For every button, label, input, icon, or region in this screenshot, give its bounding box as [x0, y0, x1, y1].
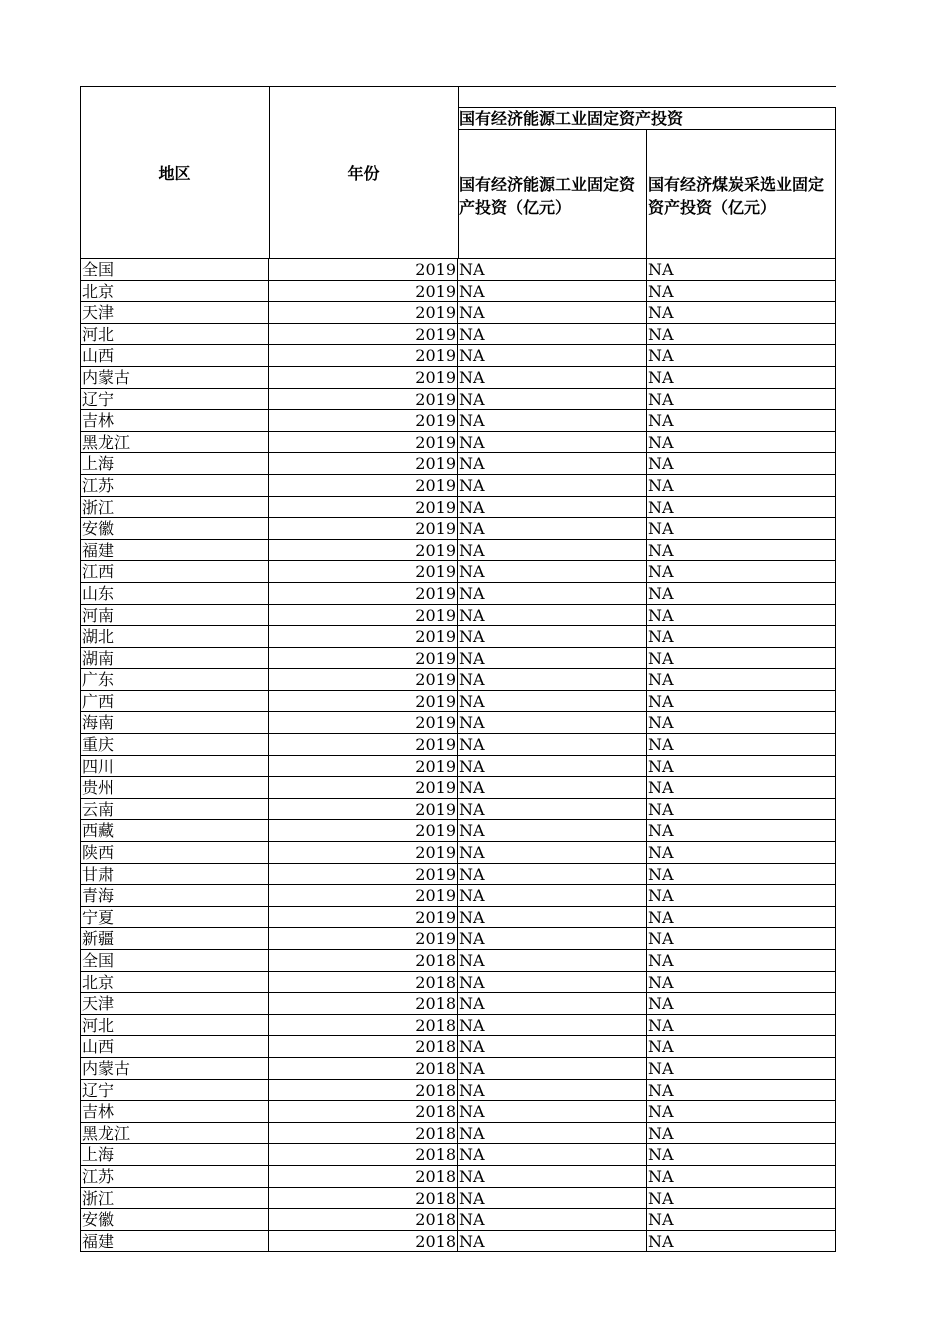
coal-investment-cell[interactable]: NA [647, 842, 836, 863]
region-cell[interactable]: 陕西 [80, 842, 269, 863]
coal-investment-cell[interactable]: NA [647, 518, 836, 539]
coal-investment-cell[interactable]: NA [647, 885, 836, 906]
coal-investment-cell[interactable]: NA [647, 302, 836, 323]
energy-investment-cell[interactable]: NA [458, 1166, 647, 1187]
energy-investment-cell[interactable]: NA [458, 648, 647, 669]
year-cell[interactable]: 2018 [269, 1144, 458, 1165]
region-cell[interactable]: 内蒙古 [80, 1058, 269, 1079]
energy-investment-cell[interactable]: NA [458, 1015, 647, 1036]
coal-investment-cell[interactable]: NA [647, 324, 836, 345]
coal-investment-cell[interactable]: NA [647, 820, 836, 841]
coal-investment-cell[interactable]: NA [647, 389, 836, 410]
region-cell[interactable]: 江西 [80, 561, 269, 582]
region-cell[interactable]: 四川 [80, 756, 269, 777]
table-row [80, 1166, 836, 1188]
table-row [80, 302, 836, 324]
energy-investment-cell[interactable]: NA [458, 712, 647, 733]
coal-investment-cell[interactable]: NA [647, 1209, 836, 1230]
table-row [80, 518, 836, 540]
coal-investment-cell[interactable]: NA [647, 1058, 836, 1079]
energy-investment-cell[interactable]: NA [458, 1101, 647, 1122]
coal-investment-cell[interactable]: NA [647, 1101, 836, 1122]
energy-investment-cell[interactable]: NA [458, 281, 647, 302]
table-row [80, 777, 836, 799]
year-cell[interactable]: 2019 [269, 281, 458, 302]
table-row [80, 756, 836, 778]
table-row [80, 1144, 836, 1166]
energy-investment-cell[interactable]: NA [458, 259, 647, 280]
year-cell[interactable]: 2018 [269, 950, 458, 971]
year-cell[interactable]: 2019 [269, 453, 458, 474]
region-cell[interactable]: 江苏 [80, 1166, 269, 1187]
region-cell[interactable]: 黑龙江 [80, 1123, 269, 1144]
table-row [80, 907, 836, 929]
energy-investment-cell[interactable]: NA [458, 518, 647, 539]
region-cell[interactable]: 全国 [80, 950, 269, 971]
year-cell[interactable]: 2019 [269, 907, 458, 928]
coal-investment-cell[interactable]: NA [647, 907, 836, 928]
region-cell[interactable]: 甘肃 [80, 864, 269, 885]
year-cell[interactable]: 2018 [269, 1209, 458, 1230]
coal-investment-cell[interactable]: NA [647, 626, 836, 647]
region-cell[interactable]: 吉林 [80, 1101, 269, 1122]
region-cell[interactable]: 安徽 [80, 1209, 269, 1230]
coal-investment-cell[interactable]: NA [647, 259, 836, 280]
region-cell[interactable]: 山西 [80, 345, 269, 366]
energy-investment-cell[interactable]: NA [458, 777, 647, 798]
region-cell[interactable]: 广西 [80, 691, 269, 712]
table-row [80, 605, 836, 627]
year-cell[interactable]: 2019 [269, 259, 458, 280]
group-header: 国有经济能源工业固定资产投资 [459, 109, 684, 128]
year-cell[interactable]: 2019 [269, 432, 458, 453]
table-row [80, 1058, 836, 1080]
coal-investment-cell[interactable]: NA [647, 993, 836, 1014]
energy-investment-cell[interactable]: NA [458, 885, 647, 906]
table-row [80, 1209, 836, 1231]
energy-investment-cell[interactable]: NA [458, 1123, 647, 1144]
energy-investment-cell[interactable]: NA [458, 928, 647, 949]
spreadsheet [80, 86, 836, 1252]
table-row [80, 497, 836, 519]
table-row [80, 1080, 836, 1102]
energy-investment-cell[interactable]: NA [458, 842, 647, 863]
coal-investment-cell[interactable]: NA [647, 432, 836, 453]
year-cell[interactable]: 2019 [269, 345, 458, 366]
table-row [80, 432, 836, 454]
energy-investment-cell[interactable]: NA [458, 324, 647, 345]
energy-investment-cell[interactable]: NA [458, 345, 647, 366]
region-cell[interactable]: 云南 [80, 799, 269, 820]
region-column-header: 地区 [158, 164, 191, 183]
year-cell[interactable]: 2019 [269, 626, 458, 647]
table-row [80, 734, 836, 756]
table-row [80, 281, 836, 303]
table-row [80, 799, 836, 821]
region-cell[interactable]: 西藏 [80, 820, 269, 841]
coal-investment-cell[interactable]: NA [647, 281, 836, 302]
year-cell[interactable]: 2019 [269, 777, 458, 798]
energy-investment-cell[interactable]: NA [458, 410, 647, 431]
energy-investment-cell[interactable]: NA [458, 1058, 647, 1079]
table-row [80, 1015, 836, 1037]
year-cell[interactable]: 2019 [269, 324, 458, 345]
region-cell[interactable]: 广东 [80, 669, 269, 690]
region-cell[interactable]: 福建 [80, 540, 269, 561]
coal-investment-cell[interactable]: NA [647, 928, 836, 949]
table-row [80, 993, 836, 1015]
region-cell[interactable]: 辽宁 [80, 389, 269, 410]
energy-investment-cell[interactable]: NA [458, 820, 647, 841]
energy-investment-cell[interactable]: NA [458, 1144, 647, 1165]
region-cell[interactable]: 青海 [80, 885, 269, 906]
region-cell[interactable]: 吉林 [80, 410, 269, 431]
region-cell[interactable]: 浙江 [80, 497, 269, 518]
region-cell[interactable]: 湖南 [80, 648, 269, 669]
year-cell[interactable]: 2019 [269, 475, 458, 496]
year-cell[interactable]: 2019 [269, 302, 458, 323]
table-row [80, 928, 836, 950]
region-cell[interactable]: 新疆 [80, 928, 269, 949]
table-row [80, 820, 836, 842]
coal-investment-cell[interactable]: NA [647, 605, 836, 626]
energy-investment-cell[interactable]: NA [458, 561, 647, 582]
region-cell[interactable]: 山东 [80, 583, 269, 604]
coal-investment-cell[interactable]: NA [647, 864, 836, 885]
table-row [80, 345, 836, 367]
table-row [80, 1188, 836, 1210]
region-cell[interactable]: 北京 [80, 281, 269, 302]
coal-investment-cell[interactable]: NA [647, 1080, 836, 1101]
energy-investment-cell[interactable]: NA [458, 1080, 647, 1101]
energy-investment-cell[interactable]: NA [458, 799, 647, 820]
energy-investment-cell[interactable]: NA [458, 1188, 647, 1209]
coal-investment-cell[interactable]: NA [647, 669, 836, 690]
coal-investment-cell[interactable]: NA [647, 583, 836, 604]
region-cell[interactable]: 浙江 [80, 1188, 269, 1209]
energy-investment-cell[interactable]: NA [458, 691, 647, 712]
coal-investment-cell[interactable]: NA [647, 1015, 836, 1036]
coal-investment-cell[interactable]: NA [647, 734, 836, 755]
region-cell[interactable]: 湖北 [80, 626, 269, 647]
energy-investment-cell[interactable]: NA [458, 950, 647, 971]
region-cell[interactable]: 安徽 [80, 518, 269, 539]
year-cell[interactable]: 2019 [269, 605, 458, 626]
energy-investment-cell[interactable]: NA [458, 734, 647, 755]
energy-investment-cell[interactable]: NA [458, 453, 647, 474]
year-cell[interactable]: 2019 [269, 928, 458, 949]
table-row [80, 669, 836, 691]
region-cell[interactable]: 海南 [80, 712, 269, 733]
year-cell[interactable]: 2018 [269, 1058, 458, 1079]
coal-investment-cell[interactable]: NA [647, 1123, 836, 1144]
coal-investment-cell[interactable]: NA [647, 712, 836, 733]
year-cell[interactable]: 2019 [269, 885, 458, 906]
energy-investment-cell[interactable]: NA [458, 302, 647, 323]
energy-investment-cell[interactable]: NA [458, 864, 647, 885]
region-cell[interactable]: 福建 [80, 1231, 269, 1252]
year-cell[interactable]: 2018 [269, 1080, 458, 1101]
coal-investment-cell[interactable]: NA [647, 1144, 836, 1165]
table-body [80, 259, 836, 1252]
table-row [80, 367, 836, 389]
energy-investment-cell[interactable]: NA [458, 475, 647, 496]
table-row [80, 389, 836, 411]
year-cell[interactable]: 2018 [269, 972, 458, 993]
table-row [80, 972, 836, 994]
year-cell[interactable]: 2019 [269, 756, 458, 777]
year-cell[interactable]: 2019 [269, 497, 458, 518]
coal-investment-cell[interactable]: NA [647, 540, 836, 561]
coal-investment-cell[interactable]: NA [647, 1166, 836, 1187]
region-cell[interactable]: 江苏 [80, 475, 269, 496]
region-cell[interactable]: 天津 [80, 993, 269, 1014]
coal-investment-cell[interactable]: NA [647, 799, 836, 820]
year-cell[interactable]: 2018 [269, 1123, 458, 1144]
table-row [80, 583, 836, 605]
year-cell[interactable]: 2019 [269, 648, 458, 669]
coal-investment-cell[interactable]: NA [647, 1036, 836, 1057]
year-cell[interactable]: 2018 [269, 1015, 458, 1036]
table-row [80, 1231, 836, 1253]
year-cell[interactable]: 2019 [269, 518, 458, 539]
energy-investment-cell[interactable]: NA [458, 626, 647, 647]
region-cell[interactable]: 上海 [80, 1144, 269, 1165]
coal-investment-cell[interactable]: NA [647, 453, 836, 474]
region-cell[interactable]: 天津 [80, 302, 269, 323]
year-cell[interactable]: 2019 [269, 799, 458, 820]
coal-investment-cell[interactable]: NA [647, 756, 836, 777]
coal-investment-cell[interactable]: NA [647, 410, 836, 431]
energy-investment-cell[interactable]: NA [458, 669, 647, 690]
energy-investment-cell[interactable]: NA [458, 993, 647, 1014]
table-row [80, 1101, 836, 1123]
region-cell[interactable]: 内蒙古 [80, 367, 269, 388]
table-row [80, 561, 836, 583]
energy-investment-cell[interactable]: NA [458, 972, 647, 993]
table-row [80, 1123, 836, 1145]
energy-investment-cell[interactable]: NA [458, 605, 647, 626]
coal-investment-cell[interactable]: NA [647, 972, 836, 993]
table-row [80, 842, 836, 864]
table-row [80, 259, 836, 281]
energy-investment-cell[interactable]: NA [458, 583, 647, 604]
year-cell[interactable]: 2019 [269, 820, 458, 841]
table-row [80, 691, 836, 713]
table-row [80, 712, 836, 734]
region-cell[interactable]: 宁夏 [80, 907, 269, 928]
coal-investment-cell[interactable]: NA [647, 367, 836, 388]
table-row [80, 453, 836, 475]
table-row [80, 1036, 836, 1058]
year-cell[interactable]: 2018 [269, 1101, 458, 1122]
header-bottom-border [80, 258, 836, 259]
table-row [80, 410, 836, 432]
year-cell[interactable]: 2019 [269, 669, 458, 690]
year-cell[interactable]: 2019 [269, 389, 458, 410]
table-row [80, 950, 836, 972]
coal-investment-cell[interactable]: NA [647, 777, 836, 798]
region-cell[interactable]: 全国 [80, 259, 269, 280]
year-cell[interactable]: 2018 [269, 1188, 458, 1209]
table-row [80, 626, 836, 648]
coal-investment-cell[interactable]: NA [647, 648, 836, 669]
coal-investment-cell[interactable]: NA [647, 561, 836, 582]
year-cell[interactable]: 2019 [269, 842, 458, 863]
subheader-divider [646, 129, 647, 259]
region-cell[interactable]: 河北 [80, 324, 269, 345]
year-cell[interactable]: 2019 [269, 583, 458, 604]
energy-investment-cell[interactable]: NA [458, 1036, 647, 1057]
coal-investment-cell[interactable]: NA [647, 1231, 836, 1252]
region-cell[interactable]: 北京 [80, 972, 269, 993]
energy-investment-cell[interactable]: NA [458, 907, 647, 928]
energy-investment-cell[interactable]: NA [458, 756, 647, 777]
energy-investment-cell[interactable]: NA [458, 389, 647, 410]
energy-investment-cell[interactable]: NA [458, 367, 647, 388]
coal-investment-cell[interactable]: NA [647, 950, 836, 971]
coal-investment-header: 国有经济煤炭采选业固定资产投资（亿元） [648, 175, 825, 217]
year-cell[interactable]: 2018 [269, 1166, 458, 1187]
coal-investment-cell[interactable]: NA [647, 497, 836, 518]
region-cell[interactable]: 重庆 [80, 734, 269, 755]
year-cell[interactable]: 2019 [269, 540, 458, 561]
table-header [80, 86, 836, 259]
region-cell[interactable]: 山西 [80, 1036, 269, 1057]
coal-investment-cell[interactable]: NA [647, 345, 836, 366]
region-cell[interactable]: 上海 [80, 453, 269, 474]
year-cell[interactable]: 2019 [269, 734, 458, 755]
coal-investment-cell[interactable]: NA [647, 475, 836, 496]
coal-investment-cell[interactable]: NA [647, 1188, 836, 1209]
energy-investment-cell[interactable]: NA [458, 432, 647, 453]
table-row [80, 324, 836, 346]
table-row [80, 540, 836, 562]
energy-investment-cell[interactable]: NA [458, 1209, 647, 1230]
table-row [80, 885, 836, 907]
table-row [80, 864, 836, 886]
energy-investment-cell[interactable]: NA [458, 540, 647, 561]
energy-investment-cell[interactable]: NA [458, 1231, 647, 1252]
year-cell[interactable]: 2019 [269, 561, 458, 582]
year-cell[interactable]: 2019 [269, 864, 458, 885]
region-cell[interactable]: 河北 [80, 1015, 269, 1036]
year-cell[interactable]: 2019 [269, 691, 458, 712]
region-cell[interactable]: 黑龙江 [80, 432, 269, 453]
table-row [80, 475, 836, 497]
table-row [80, 648, 836, 670]
year-cell[interactable]: 2018 [269, 1231, 458, 1252]
energy-investment-cell[interactable]: NA [458, 497, 647, 518]
year-cell[interactable]: 2018 [269, 993, 458, 1014]
region-cell[interactable]: 贵州 [80, 777, 269, 798]
year-cell[interactable]: 2019 [269, 712, 458, 733]
year-cell[interactable]: 2019 [269, 410, 458, 431]
year-cell[interactable]: 2018 [269, 1036, 458, 1057]
coal-investment-cell[interactable]: NA [647, 691, 836, 712]
region-cell[interactable]: 河南 [80, 605, 269, 626]
year-column-header: 年份 [347, 164, 380, 183]
region-cell[interactable]: 辽宁 [80, 1080, 269, 1101]
year-cell[interactable]: 2019 [269, 367, 458, 388]
energy-investment-header: 国有经济能源工业固定资产投资（亿元） [459, 175, 636, 217]
